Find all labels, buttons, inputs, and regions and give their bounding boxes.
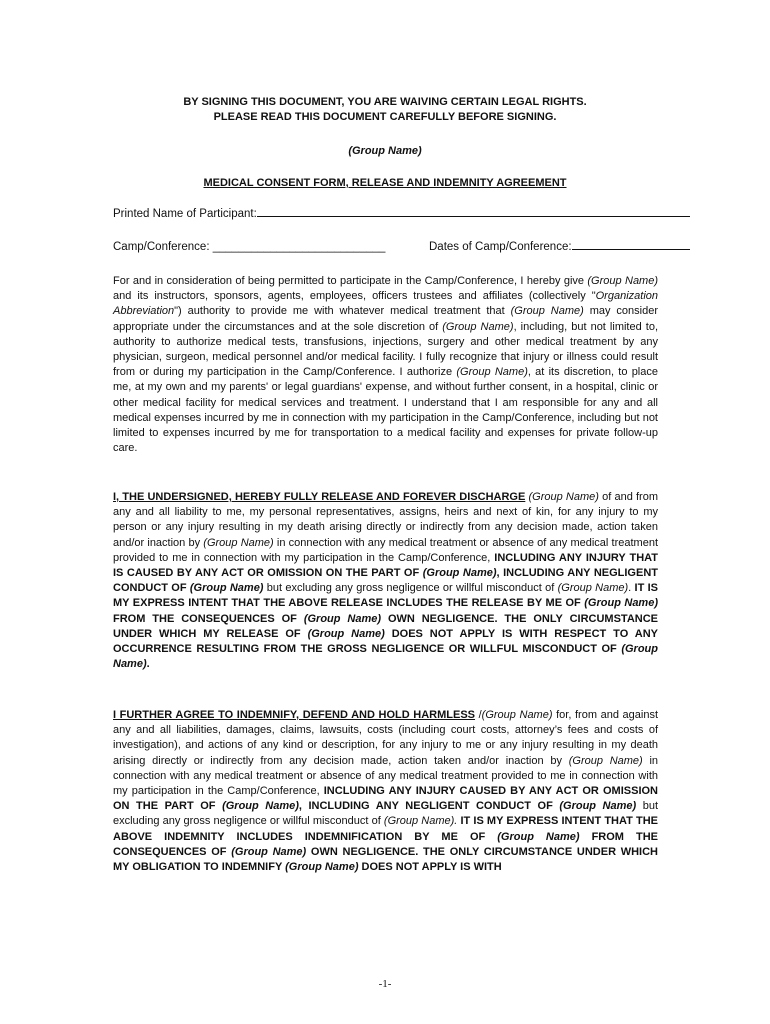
waiver-warning-line-1: BY SIGNING THIS DOCUMENT, YOU ARE WAIVING CERTAIN LEGAL RIGHTS. xyxy=(183,96,587,108)
medical-consent-paragraph: For and in consideration of being permitted to participate in the Camp/Conference, I hereby give (Group Name) and its instructors, sponsors, agents, employees, officers trustees and affiliates (collectively "Organization Abbreviation") authority to provide me with whatever medical treatment that (Group Name) may consider appropriate under the circumstances and at the sole discretion of (Group Name), including, but not limited to, authority to authorize medical tests, transfusions, injections, surgery and other medical treatment by any physician, surgeon, medical personnel and/or medical facility. I fully recognize that injury or illness could result from or during my participation in the Camp/Conference. I authorize (Group Name), at its discretion, to place me, at my own and my parents' or legal guardians' expense, and without further consent, in a hospital, clinic or other medical facility for medical services and treatment. I understand that I am responsible for any and all medical expenses incurred by me in connection with my participation in the Camp/Conference, including but not limited to expenses incurred by me for transportation to a medical facility and expenses for private follow-up care. xyxy=(113,275,659,455)
dates-label: Dates of Camp/Conference: xyxy=(429,241,572,253)
participant-name-line[interactable] xyxy=(257,216,690,217)
participant-name-label: Printed Name of Participant: xyxy=(113,208,257,220)
camp-conference-field[interactable] xyxy=(113,241,385,253)
release-paragraph: I, THE UNDERSIGNED, HEREBY FULLY RELEASE AND FOREVER DISCHARGE (Group Name) of and from any and all liability to me, my personal representatives, assigns, heirs and next of kin, for any injury to my person or any injury resulting in my death arising directly or indirectly from any decision made, action taken and/or inaction by (Group Name) in connection with any medical treatment or absence of any medical treatment provided to me in connection with my participation in the Camp/Conference, INCLUDING ANY INJURY THAT IS CAUSED BY ANY ACT OR OMISSION ON THE PART OF (Group Name), INCLUDING ANY NEGLIGENT CONDUCT OF (Group Name) but excluding any gross negligence or willful misconduct of (Group Name). IT IS MY EXPRESS INTENT THAT THE ABOVE RELEASE INCLUDES THE RELEASE BY ME OF (Group Name) FROM THE CONSEQUENCES OF (Group Name) OWN NEGLIGENCE. THE ONLY CIRCUMSTANCE UNDER WHICH MY RELEASE OF (Group Name) DOES NOT APPLY IS WITH RESPECT TO ANY OCCURRENCE RESULTING FROM THE GROSS NEGLIGENCE OR WILLFUL MISCONDUCT OF (Group Name). xyxy=(113,491,659,671)
dates-field[interactable] xyxy=(429,241,690,253)
page-number: -1- xyxy=(378,978,392,990)
group-name-heading: (Group Name) xyxy=(348,145,422,157)
waiver-warning-line-2: PLEASE READ THIS DOCUMENT CAREFULLY BEFORE SIGNING. xyxy=(213,111,557,123)
form-title: MEDICAL CONSENT FORM, RELEASE AND INDEMNITY AGREEMENT xyxy=(203,177,567,189)
camp-conference-label: Camp/Conference: ___________________________ xyxy=(113,241,386,253)
participant-name-field[interactable] xyxy=(113,208,690,220)
indemnity-paragraph: I FURTHER AGREE TO INDEMNIFY, DEFEND AND HOLD HARMLESS /(Group Name) for, from and against any and all liabilities, damages, claims, lawsuits, costs (including court costs, attorney’s fees and costs of investigation), and actions of any kind or description, for any injury to me or any injury resulting in my death arising directly or indirectly from any decision made, action taken and/or inaction by (Group Name) in connection with any medical treatment or absence of any medical treatment provided to me in connection with my participation in the Camp/Conference, INCLUDING ANY INJURY CAUSED BY ANY ACT OR OMISSION ON THE PART OF (Group Name), INCLUDING ANY NEGLIGENT CONDUCT OF (Group Name) but excluding any gross negligence or willful misconduct of (Group Name). IT IS MY EXPRESS INTENT THAT THE ABOVE INDEMNITY INCLUDES INDEMNIFICATION BY ME OF (Group Name) FROM THE CONSEQUENCES OF (Group Name) OWN NEGLIGENCE. THE ONLY CIRCUMSTANCE UNDER WHICH MY OBLIGATION TO INDEMNIFY (Group Name) DOES NOT APPLY IS WITH xyxy=(113,709,659,874)
dates-line[interactable] xyxy=(572,249,690,250)
